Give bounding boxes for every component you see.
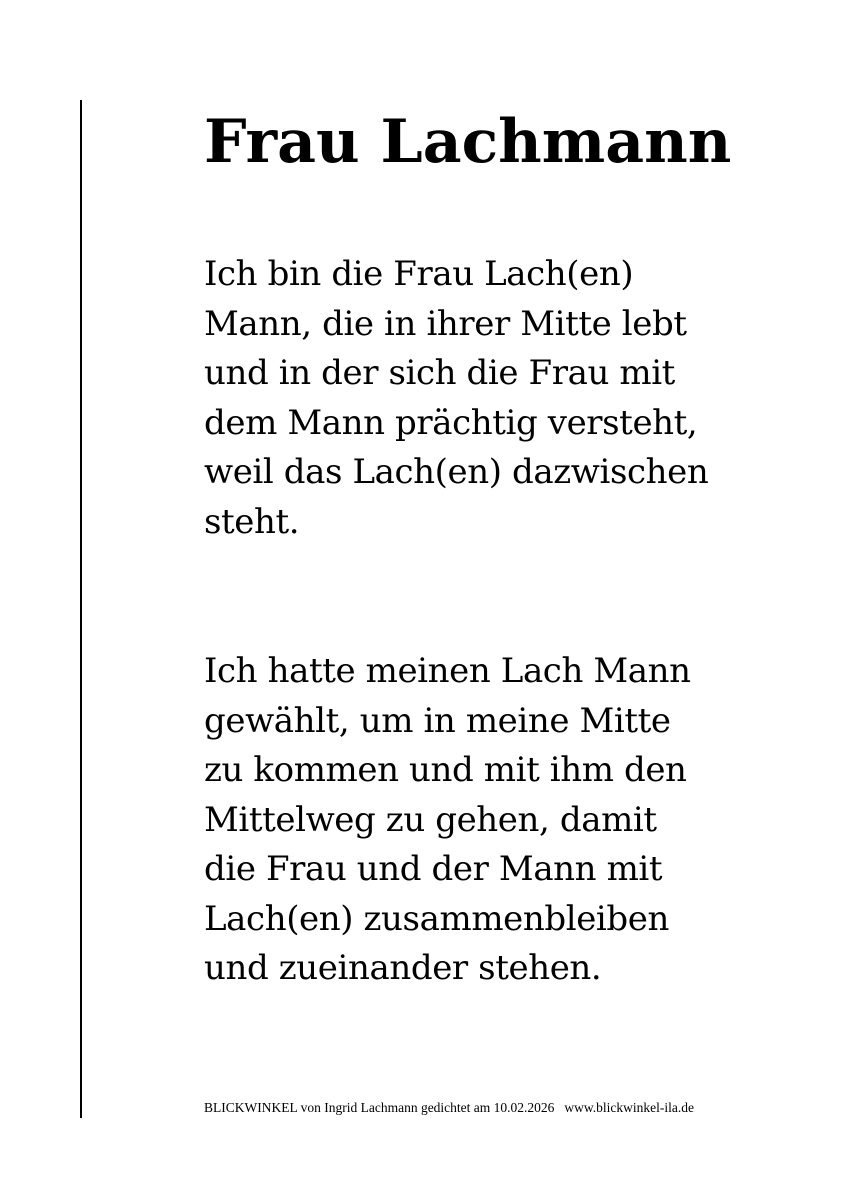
poem-line: Ich bin die Frau Lach(en)	[204, 254, 634, 294]
poem-line: Mann, die in ihrer Mitte lebt	[204, 303, 687, 344]
poem-line: und zueinander stehen.	[204, 948, 602, 988]
poem-line: und in der sich die Frau mit	[204, 353, 675, 393]
poem-line: die Frau und der Mann mit	[204, 849, 663, 889]
poem-line: gewählt, um in meine Mitte	[204, 700, 671, 741]
poem-title: Frau Lachmann	[204, 107, 732, 177]
stanza-1	[204, 250, 708, 547]
footer-website: www.blickwinkel-ila.de	[564, 1100, 695, 1115]
footer	[204, 1098, 694, 1118]
poem-line: Mittelweg zu gehen, damit	[204, 799, 657, 840]
vertical-margin-rule	[80, 100, 82, 1118]
poem-line: zu kommen und mit ihm den	[204, 750, 687, 790]
poem-line: weil das Lach(en) dazwischen	[204, 452, 709, 492]
stanza-2	[204, 647, 691, 994]
poem-line: Ich hatte meinen Lach Mann	[204, 651, 691, 691]
poem-line: dem Mann prächtig versteht,	[204, 402, 698, 443]
poem-line: steht.	[204, 501, 300, 542]
footer-credit: BLICKWINKEL von Ingrid Lachmann gedichtet am 10.02.2026	[204, 1100, 555, 1115]
poem-line: Lach(en) zusammenbleiben	[204, 898, 669, 939]
